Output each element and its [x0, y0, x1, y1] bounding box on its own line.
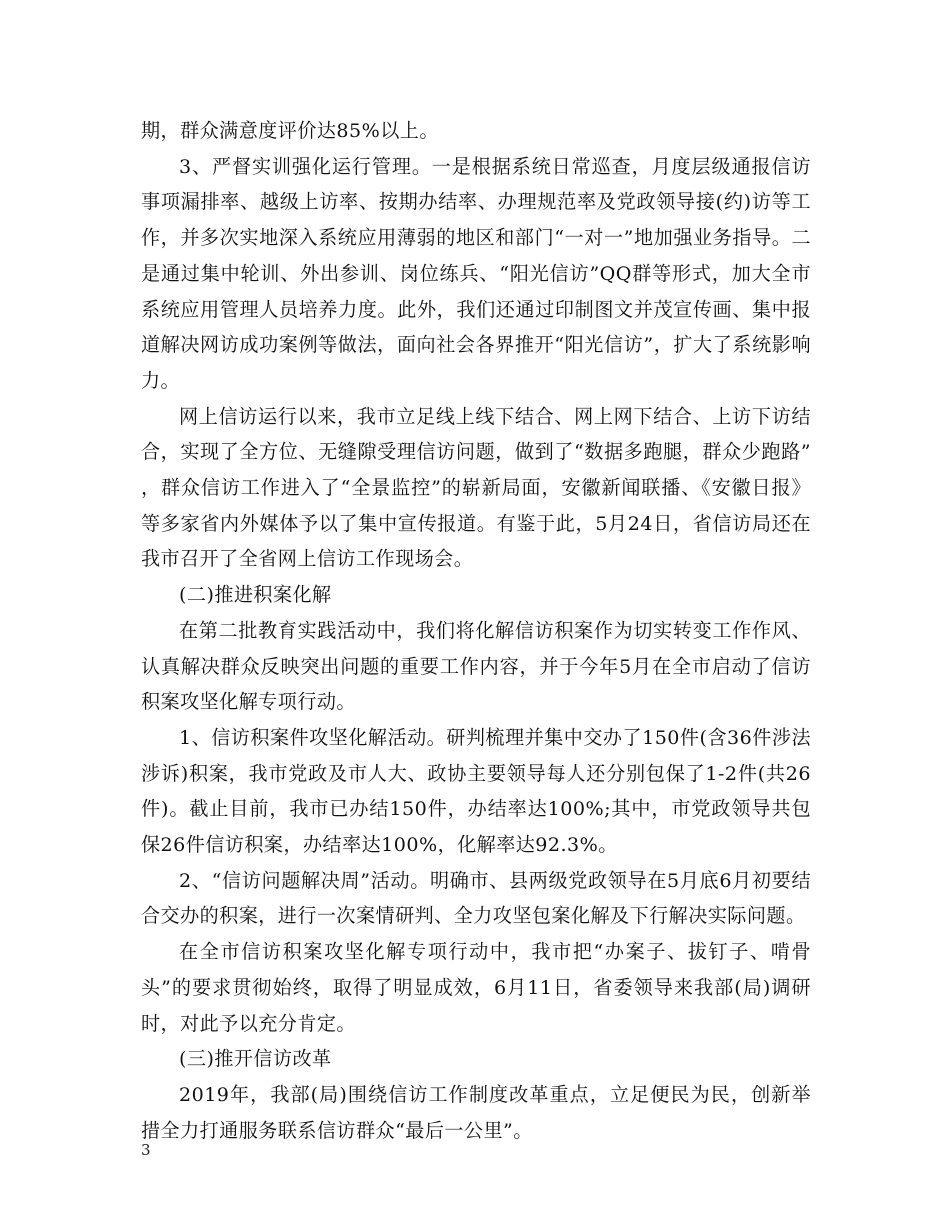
paragraph-continuation: 期，群众满意度评价达85%以上。: [141, 119, 439, 142]
paragraph-special-action: 在全市信访积案攻坚化解专项行动中，我市把“办案子、拔钉子、啃骨头”的要求贯彻始终，取得了明显成效，6月11日，省委领导来我部(局)调研时，对此予以充分肯定。: [141, 940, 811, 1035]
document-body: [141, 113, 811, 1148]
section-heading-backlog-resolution: (二)推进积案化解: [179, 583, 332, 607]
page-number: 3: [141, 1141, 151, 1159]
paragraph-2019-reform: 2019年，我部(局)围绕信访工作制度改革重点，立足便民为民，创新举措全力打通服务联系信访群众“最后一公里”。: [141, 1082, 811, 1142]
section-heading-petition-reform: (三)推开信访改革: [179, 1047, 332, 1071]
paragraph-backlog-campaign: 1、信访积案件攻坚化解活动。研判梳理并集中交办了150件(含36件涉法涉诉)积案，我市党政及市人大、政协主要领导每人还分别包保了1-2件(共26件)。截止目前，我市已办结150件，办结率达100%;其中，市党政领导共包保26件信访积案，办结率达100%，化解率达92.3%。: [141, 725, 811, 857]
paragraph-online-petition-results: 网上信访运行以来，我市立足线上线下结合、网上网下结合、上访下访结合，实现了全方位、无缝隙受理信访问题，做到了“数据多跑腿，群众少跑路” ，群众信访工作进入了“全景监控”的崭新局面，安徽新闻联播、《安徽日报》等多家省内外媒体予以了集中宣传报道。有鉴于此，5月24日，省信访局还在我市召开了全省网上信访工作现场会。: [141, 404, 811, 571]
paragraph-operation-management: 3、严督实训强化运行管理。一是根据系统日常巡查，月度层级通报信访事项漏排率、越级上访率、按期办结率、办理规范率及党政领导接(约)访等工作，并多次实地深入系统应用薄弱的地区和部门“一对一”地加强业务指导。二是通过集中轮训、外出参训、岗位练兵、“阳光信访”QQ群等形式，加大全市系统应用管理人员培养力度。此外，我们还通过印制图文并茂宣传画、集中报道解决网访成功案例等做法，面向社会各界推开“阳光信访”，扩大了系统影响力。: [141, 154, 811, 392]
paragraph-resolution-week: 2、“信访问题解决周”活动。明确市、县两级党政领导在5月底6月初要结合交办的积案，进行一次案情研判、全力攻坚包案化解及下行解决实际问题。: [141, 868, 811, 928]
paragraph-education-practice: 在第二批教育实践活动中，我们将化解信访积案作为切实转变工作作风、认真解决群众反映突出问题的重要工作内容，并于今年5月在全市启动了信访积案攻坚化解专项行动。: [141, 618, 811, 714]
